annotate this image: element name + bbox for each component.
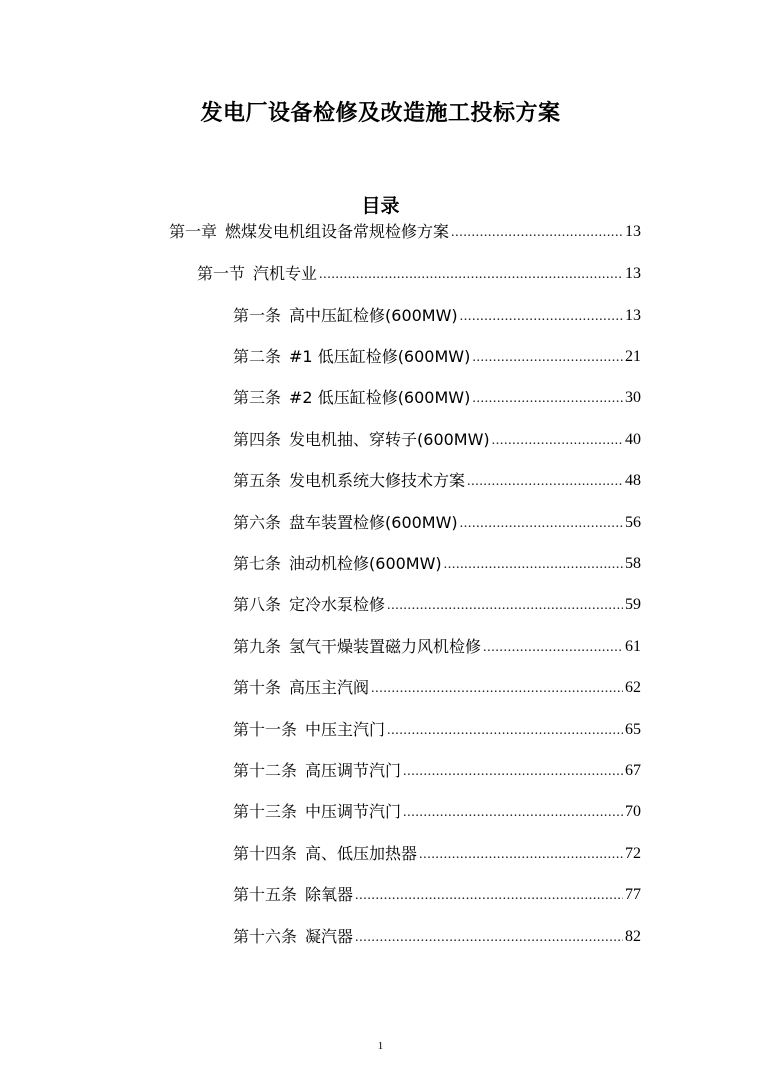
toc-entry-label: 第七条 xyxy=(233,554,282,573)
toc-entry-title: #2 低压缸检修(600MW) xyxy=(289,388,471,407)
toc-leader-dots xyxy=(451,224,623,242)
toc-entry[interactable] xyxy=(233,302,641,326)
toc-leader-dots xyxy=(460,515,623,533)
toc-entry-label: 第十六条 xyxy=(233,927,298,946)
toc-entry-page: 13 xyxy=(625,307,641,324)
toc-entry-title: 除氧器 xyxy=(305,885,354,904)
toc-entry[interactable] xyxy=(233,343,641,367)
toc-leader-dots xyxy=(460,308,623,326)
toc-entry-title: 发电机抽、穿转子(600MW) xyxy=(289,430,490,449)
toc-entry-title: 高中压缸检修(600MW) xyxy=(289,306,458,325)
toc-leader-dots xyxy=(387,597,623,615)
toc-leader-dots xyxy=(472,349,623,367)
toc-entry-page: 48 xyxy=(625,472,641,489)
toc-entry-label: 第十五条 xyxy=(233,885,298,904)
toc-entry[interactable] xyxy=(233,467,641,491)
toc-entry-page: 13 xyxy=(625,265,641,282)
toc-entry-label: 第一章 xyxy=(169,222,218,241)
toc-entry[interactable] xyxy=(233,798,641,822)
toc-entry-label: 第一节 xyxy=(197,264,246,283)
toc-entry-page: 70 xyxy=(625,803,641,820)
toc-leader-dots xyxy=(492,432,623,450)
toc-entry-label: 第十三条 xyxy=(233,802,298,821)
toc-entry-label: 第十四条 xyxy=(233,844,298,863)
toc-entry-label: 第十二条 xyxy=(233,761,298,780)
toc-leader-dots xyxy=(472,390,623,408)
toc-entry-page: 67 xyxy=(625,762,641,779)
toc-entry[interactable] xyxy=(233,591,641,615)
toc-entry-title: 中压调节汽门 xyxy=(305,802,402,821)
toc-entry-page: 59 xyxy=(625,596,641,613)
toc-entry-page: 56 xyxy=(625,514,641,531)
toc-entry-page: 82 xyxy=(625,928,641,945)
toc-entry-title: #1 低压缸检修(600MW) xyxy=(289,347,471,366)
toc-leader-dots xyxy=(319,266,623,284)
toc-leader-dots xyxy=(444,556,623,574)
toc-entry-page: 61 xyxy=(625,638,641,655)
toc-entry[interactable] xyxy=(233,716,641,740)
toc-entry-label: 第一条 xyxy=(233,306,282,325)
toc-entry-title: 氢气干燥装置磁力风机检修 xyxy=(289,637,482,656)
toc-leader-dots xyxy=(387,722,623,740)
toc-entry-title: 汽机专业 xyxy=(253,264,318,283)
toc-leader-dots xyxy=(467,473,623,491)
toc-entry-label: 第八条 xyxy=(233,595,282,614)
toc-entry-page: 72 xyxy=(625,845,641,862)
toc-entry-page: 30 xyxy=(625,389,641,406)
toc-entry-page: 62 xyxy=(625,679,641,696)
toc-entry-title: 凝汽器 xyxy=(305,927,354,946)
toc-entry-page: 13 xyxy=(625,223,641,240)
toc-entry-title: 盘车装置检修(600MW) xyxy=(289,513,458,532)
toc-entry-label: 第五条 xyxy=(233,471,282,490)
toc-leader-dots xyxy=(355,887,623,905)
toc-entry-label: 第三条 xyxy=(233,388,282,407)
toc-entry[interactable] xyxy=(233,550,641,574)
toc-entry[interactable] xyxy=(233,881,641,905)
toc-entry-page: 21 xyxy=(625,348,641,365)
toc-entry-title: 高压主汽阀 xyxy=(289,678,370,697)
toc-entry[interactable] xyxy=(233,426,641,450)
toc-entry-label: 第二条 xyxy=(233,347,282,366)
toc-entry-title: 燃煤发电机组设备常规检修方案 xyxy=(225,222,450,241)
toc-leader-dots xyxy=(403,804,623,822)
toc-entry[interactable] xyxy=(233,509,641,533)
toc-entry-title: 高压调节汽门 xyxy=(305,761,402,780)
toc-heading: 目录 xyxy=(361,195,400,217)
toc-leader-dots xyxy=(403,763,623,781)
toc-entry[interactable] xyxy=(233,757,641,781)
toc-entry-title: 油动机检修(600MW) xyxy=(289,554,442,573)
toc-entry-title: 发电机系统大修技术方案 xyxy=(289,471,466,490)
toc-entry-title: 高、低压加热器 xyxy=(305,844,418,863)
toc-entry-label: 第六条 xyxy=(233,513,282,532)
toc-entry-page: 65 xyxy=(625,721,641,738)
toc-entry[interactable] xyxy=(197,260,641,284)
toc-entry[interactable] xyxy=(233,674,641,698)
toc-entry-label: 第十条 xyxy=(233,678,282,697)
toc-leader-dots xyxy=(419,846,623,864)
toc-leader-dots xyxy=(371,680,623,698)
toc-entry-page: 77 xyxy=(625,886,641,903)
document-title: 发电厂设备检修及改造施工投标方案 xyxy=(200,101,561,126)
toc-entry-title: 定冷水泵检修 xyxy=(289,595,386,614)
toc-entry-label: 第十一条 xyxy=(233,720,298,739)
toc-leader-dots xyxy=(355,929,623,947)
toc-entry[interactable] xyxy=(169,218,641,242)
toc-entry-page: 40 xyxy=(625,431,641,448)
page-number: 1 xyxy=(377,1040,384,1052)
toc-entry[interactable] xyxy=(233,384,641,408)
toc-entry[interactable] xyxy=(233,923,641,947)
toc-entry-page: 58 xyxy=(625,555,641,572)
toc-entry-label: 第四条 xyxy=(233,430,282,449)
toc-entry[interactable] xyxy=(233,840,641,864)
toc-leader-dots xyxy=(483,639,623,657)
toc-entry-title: 中压主汽门 xyxy=(305,720,386,739)
toc-entry[interactable] xyxy=(233,633,641,657)
toc-entry-label: 第九条 xyxy=(233,637,282,656)
